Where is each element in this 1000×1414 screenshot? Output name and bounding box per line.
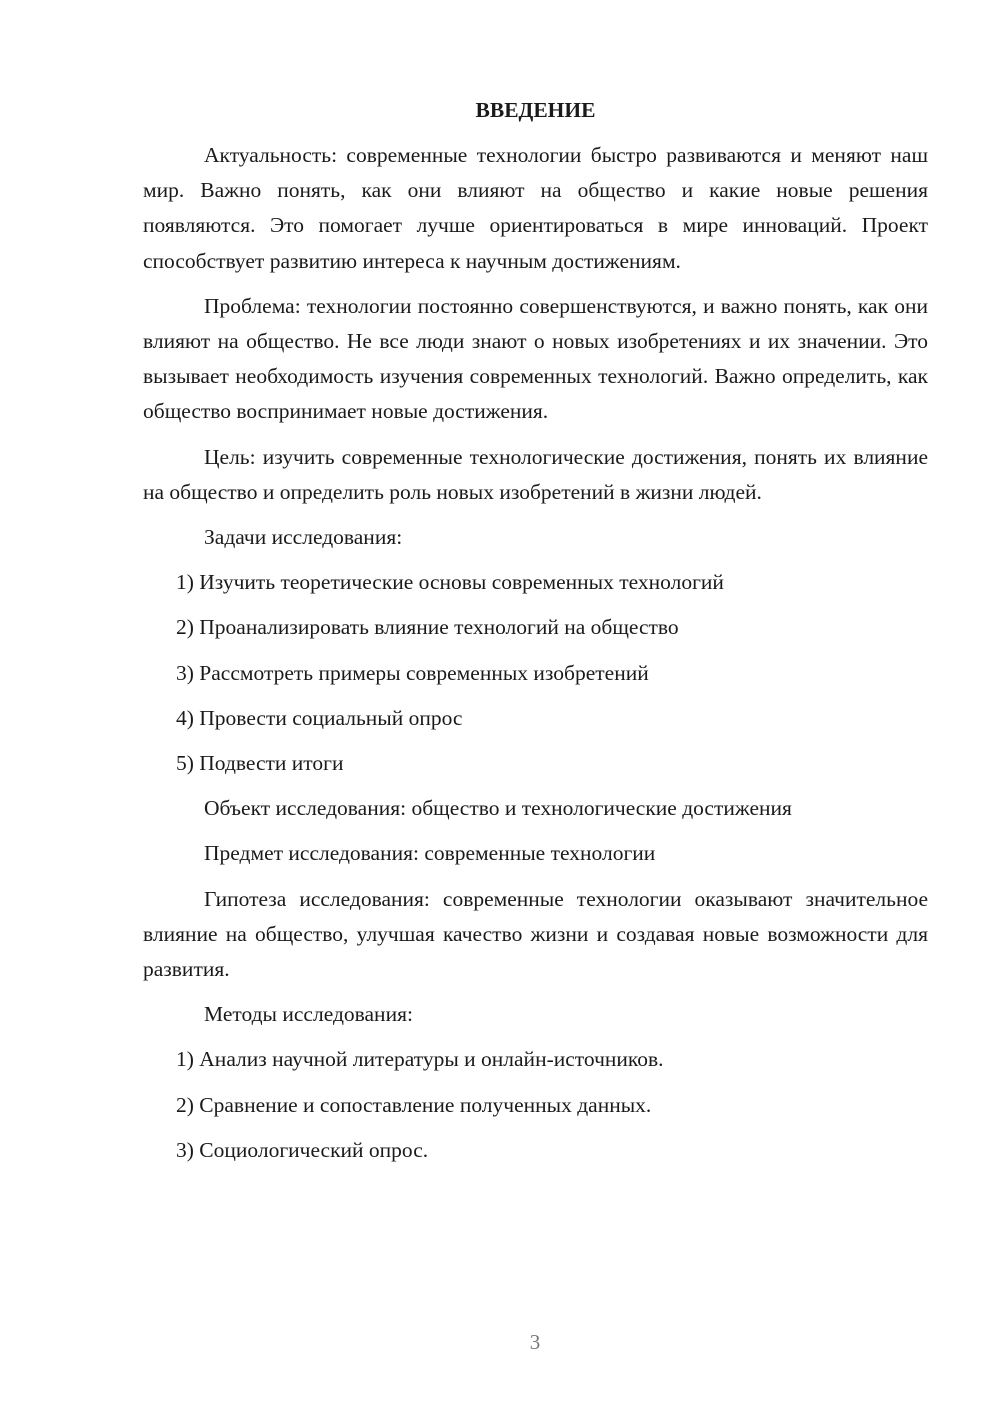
task-item: 2) Проанализировать влияние технологий на общество	[176, 615, 679, 640]
method-item: 2) Сравнение и сопоставление полученных данных.	[176, 1092, 652, 1117]
task-item: 1) Изучить теоретические основы современных технологий	[176, 570, 724, 595]
research-subject: Предмет исследования: современные технологии	[204, 841, 656, 866]
page-title: ВВЕДЕНИЕ	[475, 98, 596, 122]
page-number: 3	[529, 1330, 541, 1354]
task-item: 3) Рассмотреть примеры современных изобретений	[176, 660, 649, 685]
methods-heading: Методы исследования:	[204, 1002, 413, 1027]
hypothesis-paragraph: Гипотеза исследования: современные технологии оказывают значительное влияние на общество, улучшая качество жизни и создавая новые возможности для развития.	[143, 886, 928, 982]
tasks-heading: Задачи исследования:	[204, 525, 403, 550]
research-object: Объект исследования: общество и технологические достижения	[204, 796, 792, 821]
task-item: 4) Провести социальный опрос	[176, 705, 463, 730]
document-page	[143, 90, 928, 1178]
problem-paragraph: Проблема: технологии постоянно совершенствуются, и важно понять, как они влияют на общество. Не все люди знают о новых изобретениях и их значении. Это вызывает необходимость изучения современных технологий. Важно определить, как общество воспринимает новые достижения.	[143, 293, 928, 424]
goal-paragraph: Цель: изучить современные технологические достижения, понять их влияние на общество и определить роль новых изобретений в жизни людей.	[143, 444, 928, 504]
method-item: 1) Анализ научной литературы и онлайн-источников.	[176, 1047, 664, 1072]
task-item: 5) Подвести итоги	[176, 751, 344, 776]
relevance-paragraph: Актуальность: современные технологии быстро развиваются и меняют наш мир. Важно понять, как они влияют на общество и какие новые решения появляются. Это помогает лучше ориентироваться в мире инноваций. Проект способствует развитию интереса к научным достижениям.	[143, 143, 928, 273]
method-item: 3) Социологический опрос.	[176, 1137, 429, 1162]
